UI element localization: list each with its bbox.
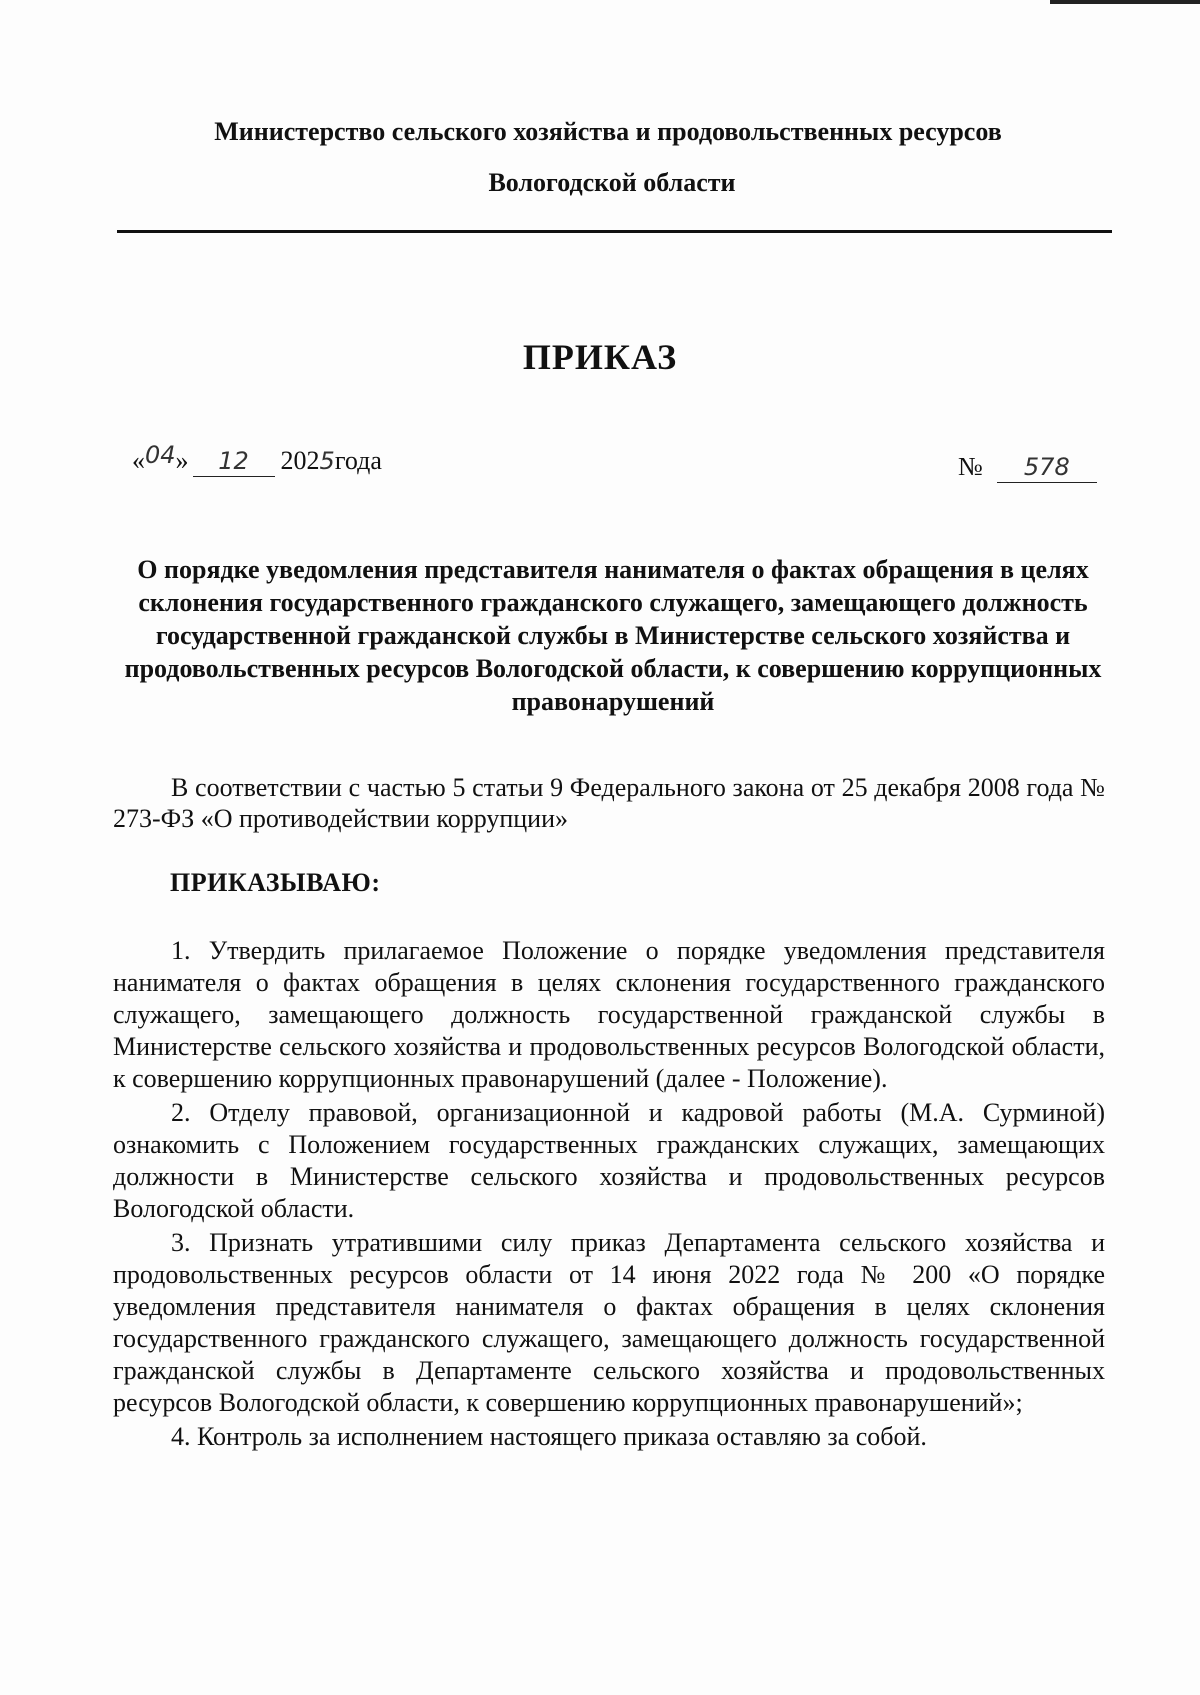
order-item: 3. Признать утратившими силу приказ Департамента сельского хозяйства и продовольственных ресурсов области от 14 июня 2022 года № 200 «О порядке уведомления представителя нанимателя о фактах обращения в целях склонения государственного гражданского служащего, замещающего должность государственной гражданской службы в Департаменте сельского хозяйства и продовольственных ресурсов Вологодской области, к совершению коррупционных правонарушений»; <box>113 1228 1105 1417</box>
order-directive-word: ПРИКАЗЫВАЮ: <box>170 868 381 897</box>
date-year-prefix: 202 <box>280 446 320 475</box>
order-item: 4. Контроль за исполнением настоящего приказа оставляю за собой. <box>171 1422 927 1451</box>
date-close-quote: » <box>175 446 189 475</box>
preamble-paragraph: В соответствии с частью 5 статьи 9 Федерального закона от 25 декабря 2008 года № 273-ФЗ «О противодействии коррупции» <box>113 773 1105 833</box>
document-type-heading: ПРИКАЗ <box>522 337 678 377</box>
date-year-digit-handwritten: 5 <box>319 447 335 475</box>
order-item: 2. Отделу правовой, организационной и кадровой работы (М.А. Сурминой) ознакомить с Положением государственных гражданских служащих, замещающих должности в Министерстве сельского хозяйства и продовольственных ресурсов Вологодской области. <box>113 1098 1105 1223</box>
order-item: 1. Утвердить прилагаемое Положение о порядке уведомления представителя нанимателя о фактах обращения в целях склонения государственного гражданского служащего, замещающего должность государственной гражданской службы в Министерстве сельского хозяйства и продовольственных ресурсов Вологодской области, к совершению коррупционных правонарушений (далее - Положение). <box>113 936 1105 1093</box>
order-date <box>132 441 382 477</box>
date-day-handwritten: 04 <box>145 441 176 469</box>
order-items <box>113 935 1105 1453</box>
order-number-handwritten: 578 <box>1023 453 1070 481</box>
order-title: О порядке уведомления представителя нанимателя о фактах обращения в целях склонения государственного гражданского служащего, замещающего должность государственной гражданской службы в Министерстве сельского хозяйства и продовольственных ресурсов Вологодской области, к совершению коррупционных правонарушений <box>124 555 1102 716</box>
header-divider <box>117 230 1112 233</box>
ministry-name-line-2: Вологодской области <box>488 168 736 197</box>
date-month-handwritten: 12 <box>218 447 249 475</box>
order-number <box>958 452 1097 483</box>
ministry-name-line-1: Министерство сельского хозяйства и продовольственных ресурсов <box>214 117 1002 146</box>
scan-edge-mark <box>1050 0 1200 4</box>
date-open-quote: « <box>132 446 145 475</box>
order-number-label: № <box>958 452 983 481</box>
date-year-suffix: года <box>334 446 382 475</box>
